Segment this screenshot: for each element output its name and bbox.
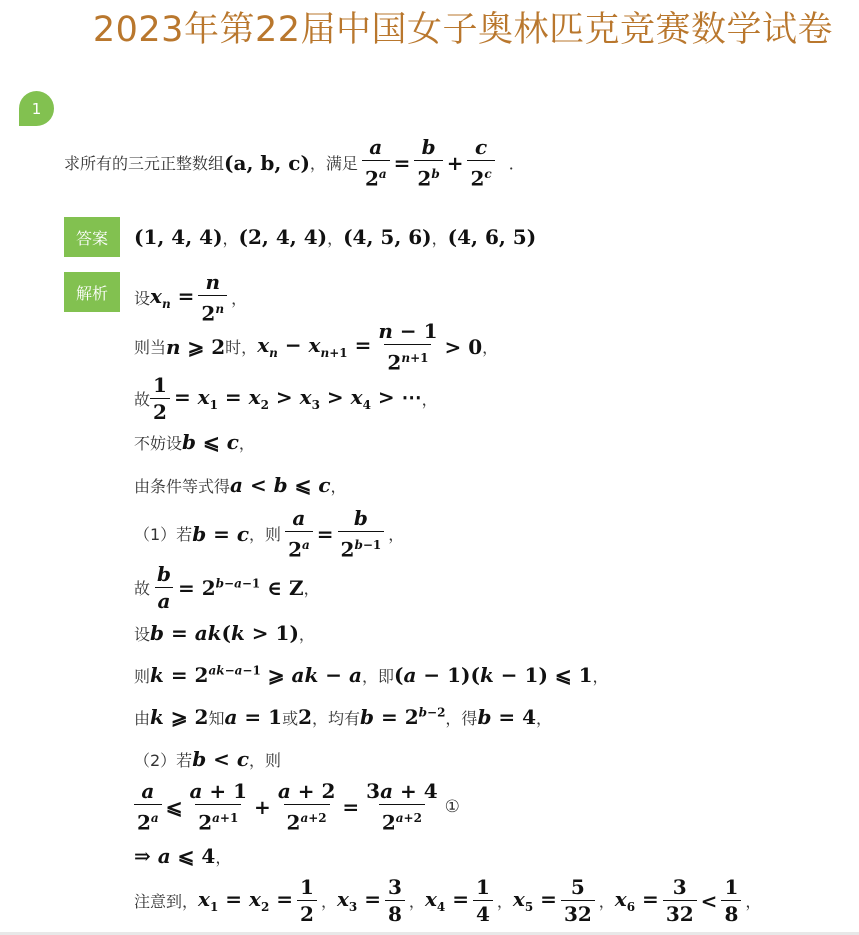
prompt-prefix: 求所有的三元正整数组 [64, 154, 225, 174]
text: 故 [134, 579, 151, 598]
math: a = 1 [224, 705, 283, 729]
prompt-mid: ，满足 [309, 154, 358, 174]
solution-line-8 [134, 621, 315, 645]
formula-frac: $\frac{1}{2}$ [150, 374, 170, 423]
math: < [700, 888, 718, 913]
formula-eq: = [393, 150, 411, 175]
formula-frac: $\frac{b}{2^{b-1}}$ [338, 507, 385, 561]
text: ， [536, 708, 553, 728]
answer-line [134, 225, 536, 249]
formula-frac: $\frac{5}{32}$ [561, 876, 595, 925]
math: $x_5$ = [512, 887, 557, 914]
math: $x_6$ = [614, 887, 659, 914]
text: 注意到， [134, 892, 199, 911]
text: 时， [225, 338, 258, 358]
text: ，则 [249, 750, 282, 770]
formula-frac: $\frac{1}{2}$ [297, 876, 317, 925]
text: ， [592, 666, 609, 686]
math: b = 4 [477, 705, 537, 729]
math: $x_3$ = [336, 887, 381, 914]
solution-line-3 [134, 374, 438, 423]
text: ，即 [362, 666, 395, 686]
formula-frac: $\frac{3}{8}$ [385, 876, 405, 925]
math: = [342, 794, 360, 819]
text: ， [238, 433, 255, 453]
text: 则当 [134, 338, 167, 358]
solution-line-9 [134, 663, 609, 687]
formula-frac: $\frac{n - 1}{2^{n+1}}$ [378, 319, 438, 375]
page-title: 2023年第22届中国女子奥林匹克竞赛数学试卷 [92, 10, 833, 50]
text: ， [215, 847, 232, 867]
math: $k = 2^{ak-a-1}$ ⩾ ak − a [150, 663, 362, 687]
solution-line-11 [134, 747, 281, 771]
math: k ⩾ 2 [150, 705, 209, 729]
text: 故 [134, 390, 151, 409]
answer-item: (1, 4, 4) [134, 225, 223, 249]
math: b < c [192, 747, 250, 771]
formula-frac: $\frac{a + 2}{2^{a+2}}$ [277, 779, 336, 835]
text: 由条件等式得 [134, 476, 231, 496]
math: ⇒ a ⩽ 4 [134, 844, 216, 868]
math: ⩽ [165, 794, 183, 819]
text: ， [482, 338, 499, 358]
text: ， [745, 892, 762, 911]
math: b = c [192, 521, 250, 546]
math: $x_1 = x_2$ = [198, 887, 294, 914]
formula-frac: $\frac{a}{2^a}$ [362, 136, 390, 190]
prompt-suffix: ． [508, 154, 525, 174]
text: ，均有 [312, 708, 361, 728]
solution-line-4 [134, 430, 255, 454]
math: a < b ⩽ c [230, 473, 331, 497]
solution-line-1 [134, 271, 247, 325]
text: ， [330, 476, 347, 496]
math: $x_n$ = [150, 284, 195, 312]
text: 由 [134, 708, 151, 728]
math: 2 [298, 705, 313, 729]
question-prompt [64, 136, 525, 190]
formula-plus: + [446, 150, 464, 175]
text: 设 [134, 289, 151, 309]
text: 则 [134, 666, 151, 686]
text: ， [320, 892, 337, 911]
math: = [316, 521, 334, 546]
answer-item: (4, 5, 6) [343, 225, 432, 249]
text: ， [231, 289, 248, 309]
formula-frac: $\frac{3a + 4}{2^{a+2}}$ [366, 779, 438, 835]
solution-line-10 [134, 705, 552, 729]
math: $x_4$ = [424, 887, 469, 914]
formula-frac: $\frac{n}{2^n}$ [198, 271, 227, 325]
solution-line-7 [134, 563, 320, 612]
formula-frac: $\frac{a + 1}{2^{a+1}}$ [189, 779, 248, 835]
solution-line-2 [134, 320, 498, 374]
text: ， [421, 390, 438, 409]
text: 或 [282, 708, 299, 728]
prompt-triple: (a, b, c) [224, 150, 310, 175]
text: （2）若 [134, 750, 193, 770]
math: + [254, 794, 271, 819]
formula-frac: $\frac{b}{a}$ [154, 563, 174, 612]
solution-line-14 [134, 876, 761, 925]
formula-frac: $\frac{3}{32}$ [663, 876, 697, 925]
answer-sep: ， [222, 228, 239, 248]
text: 不妨设 [134, 433, 183, 453]
text: ，则 [249, 525, 282, 545]
solution-tag: 解析 [64, 272, 120, 312]
math: $b = 2^{b-2}$ [360, 705, 446, 729]
answer-item: (4, 6, 5) [447, 225, 537, 249]
formula-frac: $\frac{1}{8}$ [721, 876, 741, 925]
formula-frac: $\frac{1}{4}$ [473, 876, 493, 925]
math: (a − 1)(k − 1) ⩽ 1 [394, 663, 593, 687]
text: 知 [208, 708, 225, 728]
solution-line-12 [130, 780, 460, 834]
answer-sep: ， [327, 228, 344, 248]
math: = $x_1 = x_2 > x_3 > x_4$ > ⋯ [173, 385, 422, 412]
question-number-badge: 1 [19, 91, 54, 126]
formula-frac: $\frac{a}{2^a}$ [134, 780, 162, 834]
solution-line-5 [134, 473, 347, 497]
equation-marker: ① [444, 796, 460, 817]
text: ， [303, 579, 320, 598]
math: b = ak(k > 1) [150, 621, 299, 645]
answer-sep: ， [431, 228, 448, 248]
math: b ⩽ c [182, 430, 239, 454]
text: ， [496, 892, 513, 911]
math: > 0 [444, 334, 483, 359]
formula-frac: $\frac{a}{2^a}$ [285, 507, 313, 561]
solution-line-6 [134, 507, 404, 561]
text: ， [388, 525, 405, 545]
formula-frac: $\frac{c}{2^c}$ [467, 136, 494, 190]
formula-frac: $\frac{b}{2^b}$ [414, 136, 442, 190]
math: n ⩾ 2 [166, 334, 226, 359]
text: （1）若 [134, 525, 193, 545]
text: 设 [134, 624, 151, 644]
math: $x_n - x_{n+1}$ = [257, 333, 372, 361]
text: ， [298, 624, 315, 644]
text: ， [408, 892, 425, 911]
text: ，得 [445, 708, 478, 728]
text: ， [598, 892, 615, 911]
math: = $2^{b-a-1}$ ∈ Z [178, 575, 304, 600]
answer-tag: 答案 [64, 217, 120, 257]
solution-line-13 [134, 844, 231, 868]
answer-item: (2, 4, 4) [238, 225, 328, 249]
